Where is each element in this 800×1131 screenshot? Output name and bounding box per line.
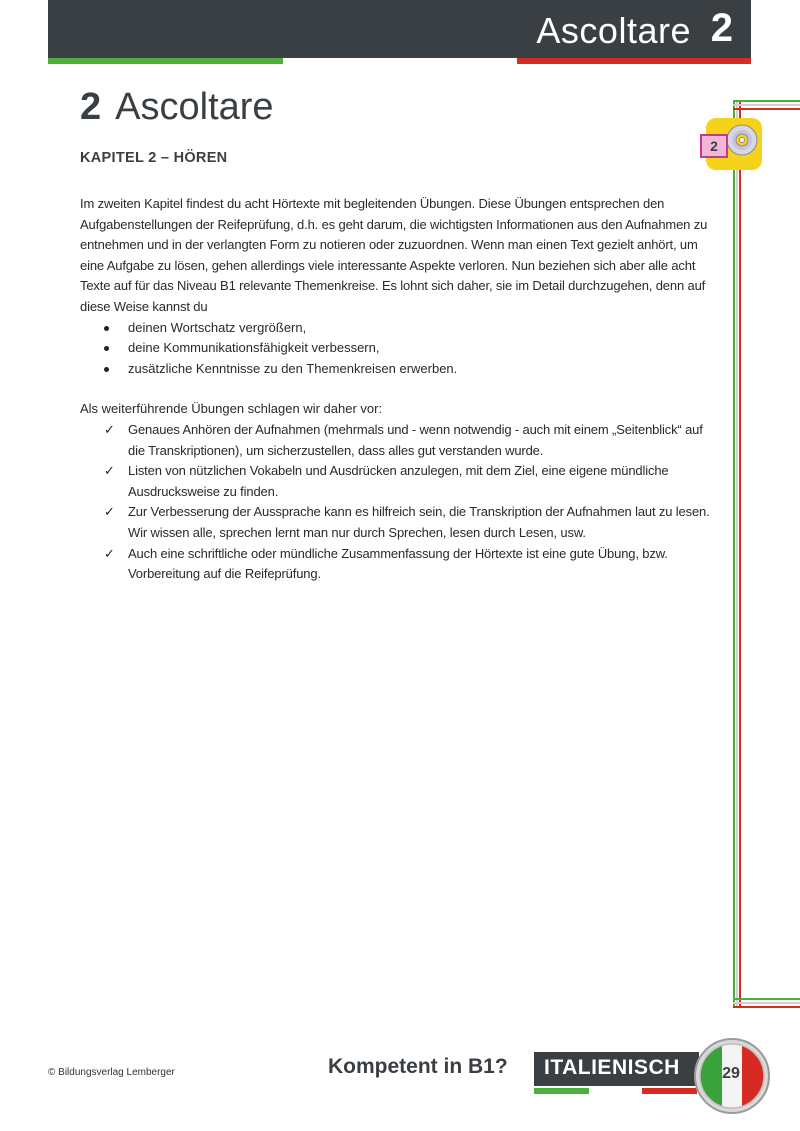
- chapter-name: Ascoltare: [115, 86, 274, 128]
- chapter-number: 2: [80, 86, 102, 128]
- header-stripe-green: [48, 58, 283, 64]
- bullet-dot-icon: [104, 326, 109, 331]
- checkmark-icon: ✓: [104, 463, 115, 479]
- footer-stripe-green: [534, 1088, 589, 1094]
- cd-track-number: 2: [700, 134, 728, 158]
- chapter-title: [80, 86, 274, 129]
- check-text: Auch eine schriftliche oder mündliche Zusammenfassung der Hörtexte ist eine gute Übung, bzw. Vorbereitung auf die Reifeprüfung.: [128, 545, 668, 582]
- subject-label: ITALIENISCH: [544, 1056, 680, 1079]
- bullet-list: [80, 318, 720, 380]
- check-item: [104, 502, 720, 543]
- bullet-text: deinen Wortschatz vergrößern,: [128, 319, 307, 335]
- border-bottom-red: [733, 1006, 800, 1008]
- check-text: Genaues Anhören der Aufnahmen (mehrmals und - wenn notwendig - auch mit einem „Seitenblick“ auf die Transkriptionen), um sicherzustellen, dass alles gut verstanden wurde.: [128, 421, 703, 458]
- cd-icon: [726, 124, 758, 156]
- bullet-item: [102, 318, 720, 339]
- followup-intro: Als weiterführende Übungen schlagen wir daher vor:: [80, 401, 383, 417]
- bullet-item: [102, 338, 720, 359]
- bullet-text: deine Kommunikationsfähigkeit verbessern,: [128, 340, 380, 356]
- check-list: [80, 420, 720, 585]
- copyright-notice: © Bildungsverlag Lemberger: [48, 1067, 175, 1078]
- border-top-green: [733, 100, 800, 102]
- intro-paragraph: Im zweiten Kapitel findest du acht Hörtexte mit begleitenden Übungen. Diese Übungen entsprechen den Aufgabenstellungen der Reifeprüfung, d.h. es geht darum, die wichtigsten Informationen aus den Aufnahmen zu entnehmen und in der verlangten Form zu notieren oder zuzuordnen. Wenn man einen Text gezielt anhört, um eine Aufgabe zu lösen, gehen allerdings viele interessante Aspekte verloren. Nun beziehen sich aber alle acht Texte auf für das Niveau B1 relevante Themenkreise. Es lohnt sich daher, sie im Detail durchzugehen, denn auf diese Weise kannst du: [80, 196, 708, 314]
- bullet-dot-icon: [104, 367, 109, 372]
- check-text: Zur Verbesserung der Aussprache kann es hilfreich sein, die Transkription der Aufnahmen laut zu lesen. Wir wissen alle, sprechen lernt man nur durch Sprechen, lesen durch Lesen, usw.: [128, 504, 710, 540]
- header-stripe-red: [517, 58, 751, 64]
- series-title: Kompetent in B1?: [328, 1055, 508, 1078]
- border-bottom-green: [733, 998, 800, 1000]
- header-chapter-number: 2: [710, 6, 733, 50]
- body-text: [80, 194, 720, 585]
- bullet-text: zusätzliche Kenntnisse zu den Themenkreisen erwerben.: [128, 360, 458, 376]
- border-line-green: [733, 100, 735, 1008]
- footer-stripe-red: [642, 1088, 697, 1094]
- bullet-item: [102, 359, 720, 380]
- check-item: [104, 420, 720, 461]
- border-top-red: [733, 108, 800, 110]
- border-line-white: [736, 100, 738, 1008]
- checkmark-icon: ✓: [104, 421, 115, 437]
- border-bottom-white: [733, 1002, 800, 1004]
- check-item: [104, 544, 720, 585]
- header-title: Ascoltare: [536, 10, 691, 51]
- checkmark-icon: ✓: [104, 545, 115, 561]
- border-line-red: [739, 100, 741, 1008]
- checkmark-icon: ✓: [104, 504, 115, 520]
- border-top-white: [733, 104, 800, 106]
- header-bar: [48, 0, 751, 58]
- page-number: 29: [722, 1065, 740, 1082]
- section-heading: KAPITEL 2 – HÖREN: [80, 150, 228, 166]
- check-item: [104, 461, 720, 502]
- check-text: Listen von nützlichen Vokabeln und Ausdrücken anzulegen, mit dem Ziel, eine eigene mündliche Ausdrucksweise zu finden.: [128, 463, 669, 499]
- bullet-dot-icon: [104, 346, 109, 351]
